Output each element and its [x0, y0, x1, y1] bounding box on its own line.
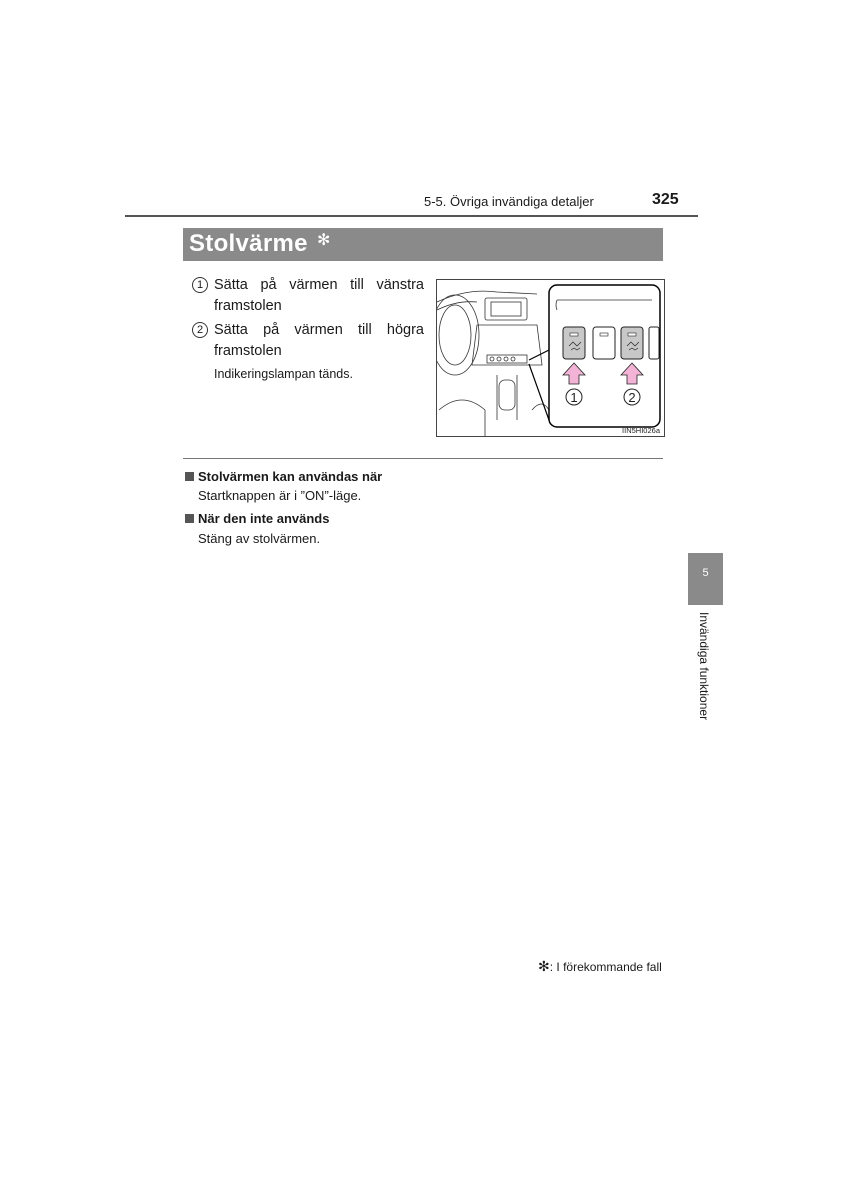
page-number: 325 — [652, 191, 679, 208]
indicator-note: Indikeringslampan tänds. — [214, 367, 353, 381]
step-1 — [192, 275, 424, 317]
header-rule — [125, 215, 698, 217]
step-number-circle: 1 — [192, 277, 208, 293]
title-bar — [183, 228, 663, 261]
header-section-title: 5-5. Övriga invändiga detaljer — [424, 194, 594, 209]
callout-2-label: 2 — [628, 390, 636, 405]
square-bullet-icon — [185, 514, 194, 523]
step-number-circle: 2 — [192, 322, 208, 338]
figure-code: IIN5HI026a — [622, 426, 660, 435]
step-text: Sätta på värmen till vänstra framstolen — [214, 277, 424, 314]
footnote — [538, 958, 662, 975]
page-title: Stolvärme — [189, 230, 308, 257]
asterisk-icon: ✻ — [317, 232, 331, 249]
section-heading-2 — [185, 511, 329, 526]
square-bullet-icon — [185, 472, 194, 481]
chapter-number: 5 — [702, 567, 709, 579]
step-text: Sätta på värmen till högra framstolen — [214, 322, 424, 359]
chapter-tab — [688, 553, 723, 605]
dashboard-drawing — [437, 280, 664, 436]
seat-heater-illustration — [436, 279, 665, 437]
section-divider — [183, 458, 663, 459]
step-2 — [192, 320, 424, 362]
chapter-label: Invändiga funktioner — [697, 612, 711, 721]
footnote-text: : I förekommande fall — [549, 960, 662, 974]
section-body-2: Stäng av stolvärmen. — [198, 531, 321, 546]
asterisk-icon: ✻ — [538, 958, 550, 974]
callout-1-label: 1 — [570, 390, 578, 405]
section-body-1: Startknappen är i ”ON”-läge. — [198, 488, 362, 503]
section-heading-1 — [185, 469, 382, 484]
section-heading-text: När den inte används — [198, 511, 330, 526]
section-heading-text: Stolvärmen kan användas när — [198, 469, 383, 484]
